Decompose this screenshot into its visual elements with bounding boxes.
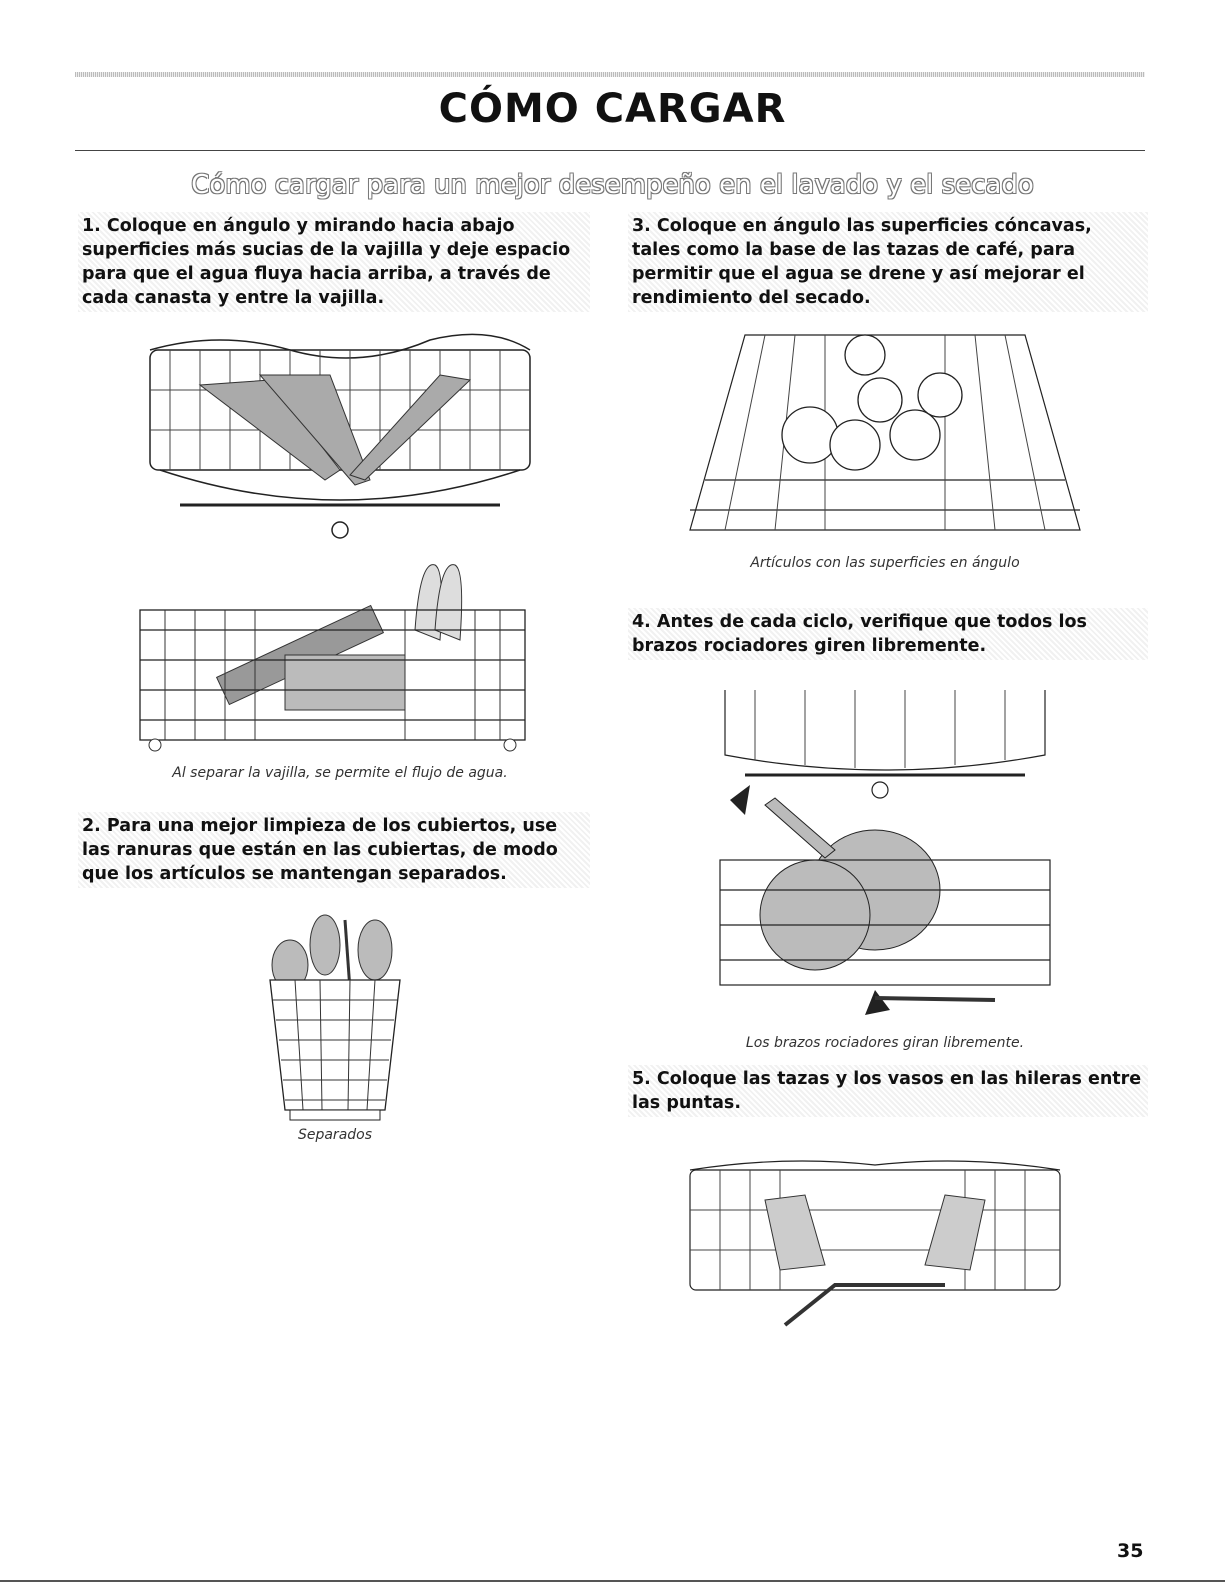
glasses-rack-illustration [685,1155,1065,1335]
title-rule [75,150,1145,151]
angled-cups-rack-illustration [685,315,1085,545]
page-number: 35 [1117,1540,1144,1562]
step-2-text: 2. Para una mejor limpieza de los cubiertos, use las ranuras que están en las cubiertas, de modo que los artículos se mantengan separados. [78,812,590,888]
caption-separate: Al separar la vajilla, se permite el flujo de agua. [172,765,508,781]
caption-cutlery: Separados [297,1127,373,1143]
caption-spray: Los brazos rociadores giran libremente. [745,1035,1025,1051]
spray-arms-illustration [715,680,1055,1030]
step-4-text: 4. Antes de cada ciclo, verifique que todos los brazos rociadores giren libremente. [628,608,1148,660]
arrow-lower-icon [865,990,890,1015]
header-band [75,72,1145,77]
rack-side-view-illustration [135,560,535,755]
page-subtitle: Cómo cargar para un mejor desempeño en el lavado y el secado [191,170,1034,200]
arrow-upper-icon [730,785,750,815]
cutlery-basket-illustration [255,910,415,1125]
step-5-text: 5. Coloque las tazas y los vasos en las hileras entre las puntas. [628,1065,1148,1117]
lower-rack-plates-illustration [140,330,540,545]
caption-angled: Artículos con las superficies en ángulo [750,555,1020,571]
step-3-text: 3. Coloque en ángulo las superficies cóncavas, tales como la base de las tazas de café, para permitir que el agua se drene y así mejorar el rendimiento del secado. [628,212,1148,312]
step-1-text: 1. Coloque en ángulo y mirando hacia abajo superficies más sucias de la vajilla y deje espacio para que el agua fluya hacia arriba, a través de cada canasta y entre la vajilla. [78,212,590,312]
page-title: CÓMO CARGAR [438,86,787,132]
bottom-rule [0,1580,1225,1582]
